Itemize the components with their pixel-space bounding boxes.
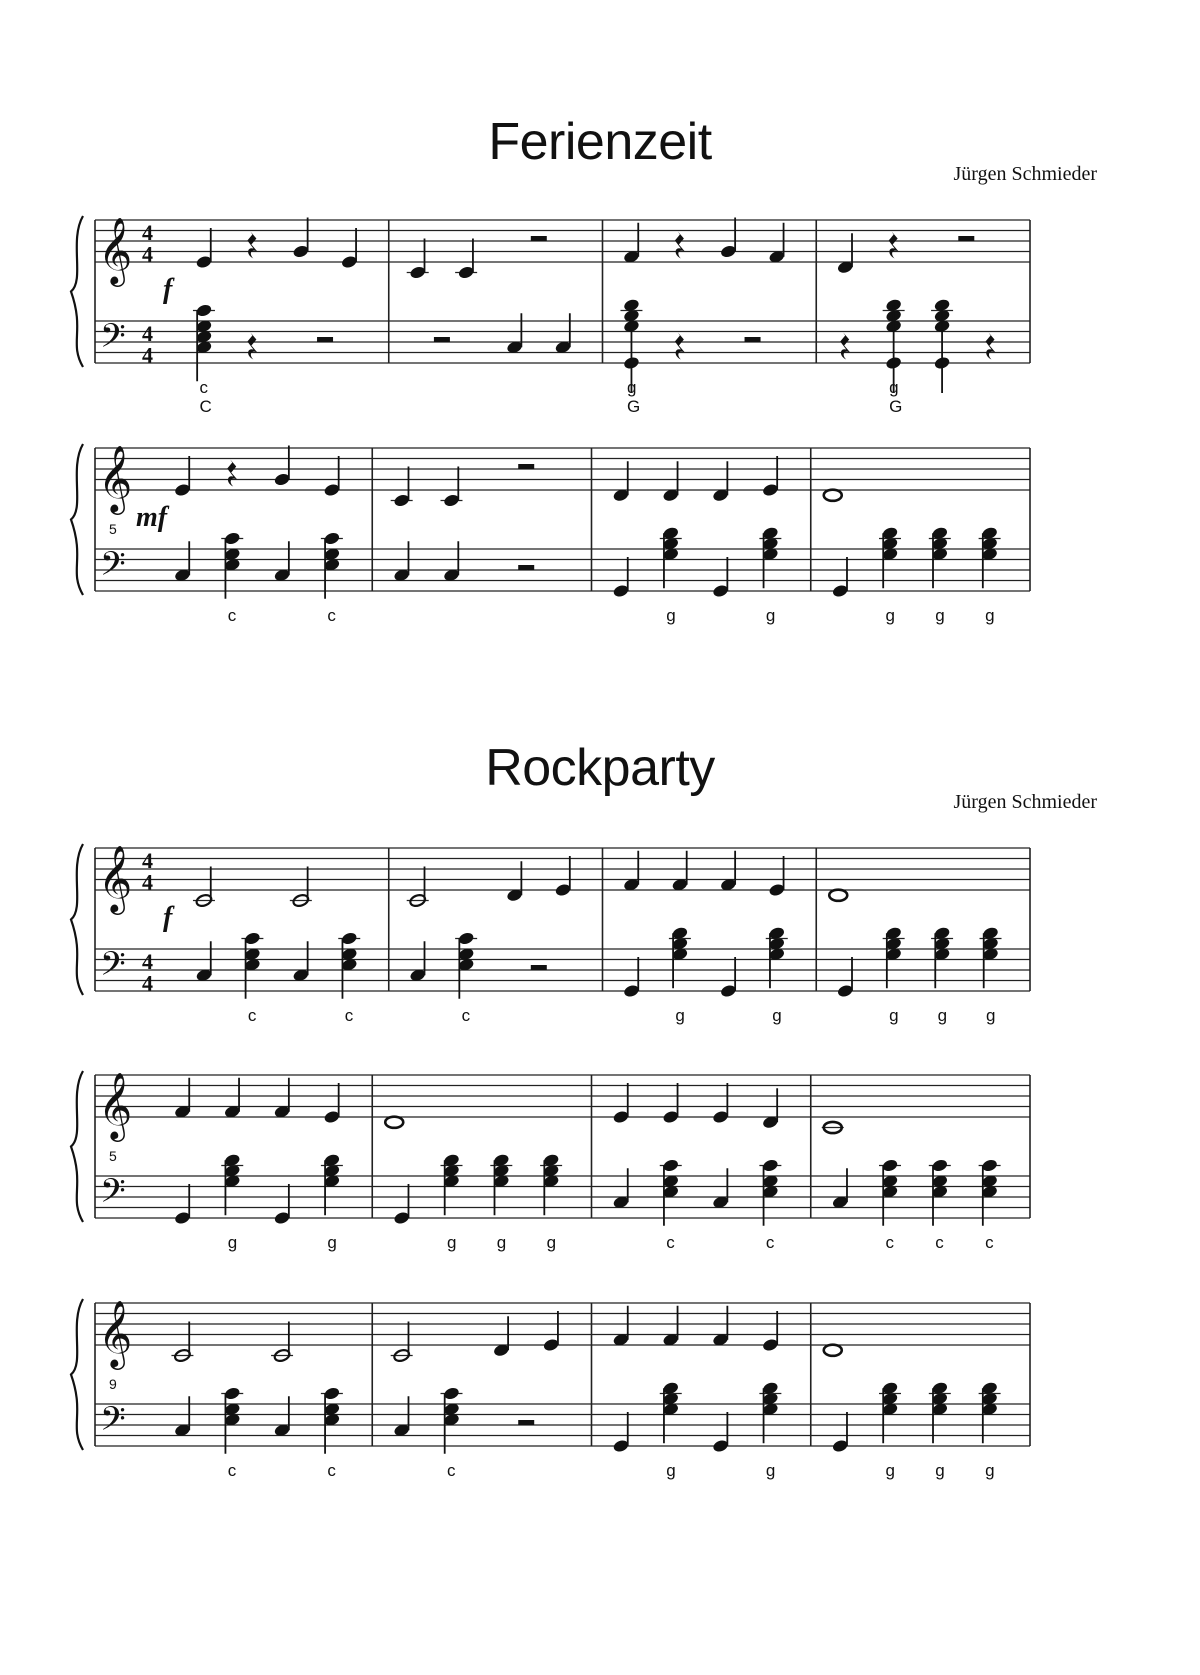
- chord-label: G: [626, 397, 641, 416]
- half-rest: [434, 337, 450, 342]
- half-rest: [531, 236, 547, 241]
- chord-label: c: [199, 378, 208, 397]
- bass-clef: 𝄢: [100, 1172, 126, 1219]
- treble-clef: 𝄞: [98, 1071, 133, 1139]
- chord-label: c: [227, 606, 237, 625]
- bass-clef: 𝄢: [100, 317, 126, 364]
- chord-label: g: [666, 606, 676, 625]
- time-signature-bottom: 4: [142, 342, 153, 368]
- measure-number: 5: [109, 1148, 117, 1164]
- score-system: [0, 818, 1200, 1025]
- chord-label: g: [935, 1461, 945, 1480]
- half-rest: [518, 1420, 534, 1425]
- score-system: [0, 190, 1200, 416]
- time-signature-top: 4: [142, 847, 153, 873]
- chord-label: g: [765, 606, 776, 625]
- time-signature-bottom: 4: [142, 970, 153, 996]
- quarter-rest: [840, 333, 850, 360]
- chord-label: C: [199, 397, 212, 416]
- whole-note: [824, 490, 842, 501]
- treble-clef: 𝄞: [98, 844, 133, 912]
- chord-label: g: [986, 1006, 996, 1025]
- brace: [71, 844, 83, 995]
- chord-label: g: [546, 1233, 557, 1252]
- chord-label: c: [247, 1006, 257, 1025]
- time-signature-top: 4: [142, 948, 153, 974]
- half-rest: [317, 337, 333, 342]
- chord-label: g: [675, 1006, 685, 1025]
- chord-label: g: [227, 1233, 238, 1252]
- bass-clef: 𝄢: [100, 945, 126, 992]
- quarter-rest: [675, 333, 685, 360]
- chord-label: c: [765, 1233, 775, 1252]
- chord-label: g: [937, 1006, 948, 1025]
- composer-name: Jürgen Schmieder: [953, 163, 1097, 185]
- chord-label: g: [985, 1461, 995, 1480]
- time-signature-top: 4: [142, 219, 153, 245]
- chord-label: g: [889, 1006, 899, 1025]
- half-rest: [745, 337, 761, 342]
- half-rest: [958, 236, 974, 241]
- score-system: [0, 418, 1200, 625]
- composer-name: Jürgen Schmieder: [953, 791, 1097, 813]
- chord-label: g: [985, 606, 995, 625]
- whole-note: [385, 1117, 403, 1128]
- chord-label: g: [666, 1461, 676, 1480]
- bass-clef: 𝄢: [100, 1400, 126, 1447]
- chord-label: c: [935, 1233, 944, 1252]
- chord-label: c: [461, 1006, 471, 1025]
- song-title: Rockparty: [485, 739, 715, 797]
- dynamic-marking: f: [163, 274, 173, 305]
- chord-label: c: [446, 1461, 456, 1480]
- chord-label: c: [327, 606, 336, 625]
- dynamic-marking: f: [163, 902, 173, 933]
- chord-label: c: [327, 1461, 336, 1480]
- chord-label: G: [889, 397, 903, 416]
- quarter-rest: [247, 333, 257, 360]
- chord-label: g: [446, 1233, 457, 1252]
- quarter-rest: [986, 333, 996, 360]
- time-signature-bottom: 4: [142, 869, 153, 895]
- chord-label: c: [666, 1233, 675, 1252]
- chord-label: g: [626, 378, 637, 397]
- chord-label: g: [327, 1233, 337, 1252]
- whole-note: [824, 1345, 842, 1356]
- song-title: Ferienzeit: [488, 113, 712, 171]
- chord-label: c: [985, 1233, 994, 1252]
- chord-label: g: [772, 1006, 782, 1025]
- brace: [71, 444, 83, 595]
- brace: [71, 1299, 83, 1450]
- dynamic-marking: mf: [136, 502, 168, 533]
- half-rest: [518, 565, 534, 570]
- treble-clef: 𝄞: [98, 1299, 133, 1367]
- treble-clef: 𝄞: [98, 444, 133, 512]
- chord-label: g: [496, 1233, 507, 1252]
- chord-label: c: [885, 1233, 894, 1252]
- quarter-rest: [889, 232, 899, 259]
- score-system: [0, 1045, 1200, 1252]
- chord-label: g: [885, 1461, 895, 1480]
- chord-label: c: [344, 1006, 354, 1025]
- brace: [71, 216, 83, 367]
- measure-number: 9: [109, 1376, 117, 1392]
- score-system: [0, 1273, 1200, 1480]
- chord-label: g: [889, 378, 899, 397]
- quarter-rest: [227, 460, 237, 487]
- quarter-rest: [675, 232, 685, 259]
- brace: [71, 1071, 83, 1222]
- half-rest: [531, 965, 547, 970]
- chord-label: g: [935, 606, 945, 625]
- measure-number: 5: [109, 521, 117, 537]
- time-signature-bottom: 4: [142, 241, 153, 267]
- whole-note: [829, 890, 847, 901]
- chord-label: g: [885, 606, 895, 625]
- chord-label: c: [227, 1461, 237, 1480]
- chord-label: g: [765, 1461, 776, 1480]
- half-rest: [518, 464, 534, 469]
- quarter-rest: [247, 232, 257, 259]
- treble-clef: 𝄞: [98, 216, 133, 284]
- time-signature-top: 4: [142, 320, 153, 346]
- bass-clef: 𝄢: [100, 545, 126, 592]
